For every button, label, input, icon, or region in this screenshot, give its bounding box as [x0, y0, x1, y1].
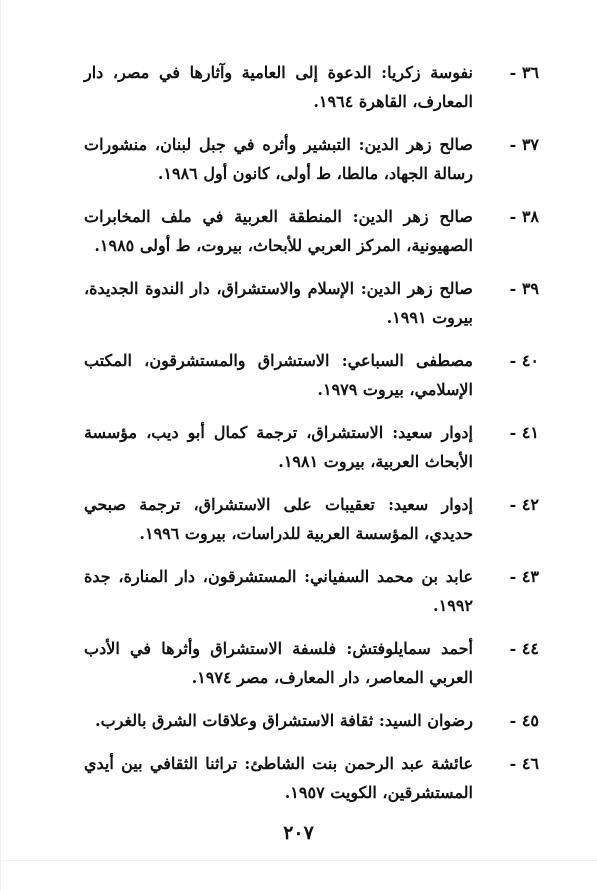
- reference-text: إدوار سعيد: تعقيبات على الاستشراق، ترجمة صبحي حديدي، المؤسسة العربية للدراسات، بيروت ١٩٩٦.: [84, 495, 473, 543]
- reference-text: أحمد سمايلوفتش: فلسفة الاستشراق وأثرها في الأدب العربي المعاصر، دار المعارف، مصر ١٩٧٤.: [84, 639, 473, 687]
- page-number: ٢٠٧: [283, 822, 314, 844]
- reference-item: [84, 346, 539, 404]
- reference-text: صالح زهر الدين: التبشير وأثره في جبل لبنان، منشورات رسالة الجهاد، مالطا، ط أولى، كانون أول ١٩٨٦.: [84, 135, 473, 183]
- reference-item: [84, 562, 539, 620]
- reference-number: ٤٠ -: [509, 351, 539, 370]
- reference-number: ٤٦ -: [509, 754, 539, 773]
- reference-text: عائشة عبد الرحمن بنت الشاطئ: تراثنا الثقافي بين أيدي المستشرقين، الكويت ١٩٥٧.: [84, 754, 473, 802]
- reference-text: مصطفى السباعي: الاستشراق والمستشرقون، المكتب الإسلامي، بيروت ١٩٧٩.: [84, 351, 473, 399]
- reference-list: [84, 58, 539, 821]
- reference-number: ٣٧ -: [509, 135, 539, 154]
- page-edge-line: [0, 0, 1, 890]
- reference-text: رضوان السيد: ثقافة الاستشراق وعلاقات الشرق بالغرب.: [95, 711, 473, 730]
- reference-item: [84, 418, 539, 476]
- reference-item: [84, 749, 539, 807]
- reference-item: [84, 202, 539, 260]
- reference-item: [84, 130, 539, 188]
- reference-text: صالح زهر الدين: المنطقة العربية في ملف المخابرات الصهيونية، المركز العربي للأبحاث، بيروت، ط أولى ١٩٨٥.: [84, 207, 473, 255]
- reference-item: [84, 58, 539, 116]
- reference-number: ٣٩ -: [509, 279, 539, 298]
- reference-number: ٤٥ -: [509, 711, 539, 730]
- reference-number: ٣٨ -: [509, 207, 539, 226]
- reference-item: [84, 706, 539, 735]
- reference-number: ٤٣ -: [509, 567, 539, 586]
- reference-text: صالح زهر الدين: الإسلام والاستشراق، دار الندوة الجديدة، بيروت ١٩٩١.: [84, 279, 473, 327]
- reference-item: [84, 274, 539, 332]
- reference-item: [84, 634, 539, 692]
- reference-number: ٤٤ -: [509, 639, 539, 658]
- page-bottom-edge-line: [0, 860, 597, 861]
- reference-text: عابد بن محمد السفياني: المستشرقون، دار المنارة، جدة ١٩٩٢.: [84, 567, 473, 615]
- reference-text: إدوار سعيد: الاستشراق، ترجمة كمال أبو ديب، مؤسسة الأبحاث العربية، بيروت ١٩٨١.: [84, 423, 473, 471]
- reference-number: ٤٢ -: [509, 495, 539, 514]
- reference-item: [84, 490, 539, 548]
- reference-number: ٣٦ -: [509, 63, 539, 82]
- reference-number: ٤١ -: [509, 423, 539, 442]
- reference-text: نفوسة زكريا: الدعوة إلى العامية وآثارها في مصر، دار المعارف، القاهرة ١٩٦٤.: [84, 63, 473, 111]
